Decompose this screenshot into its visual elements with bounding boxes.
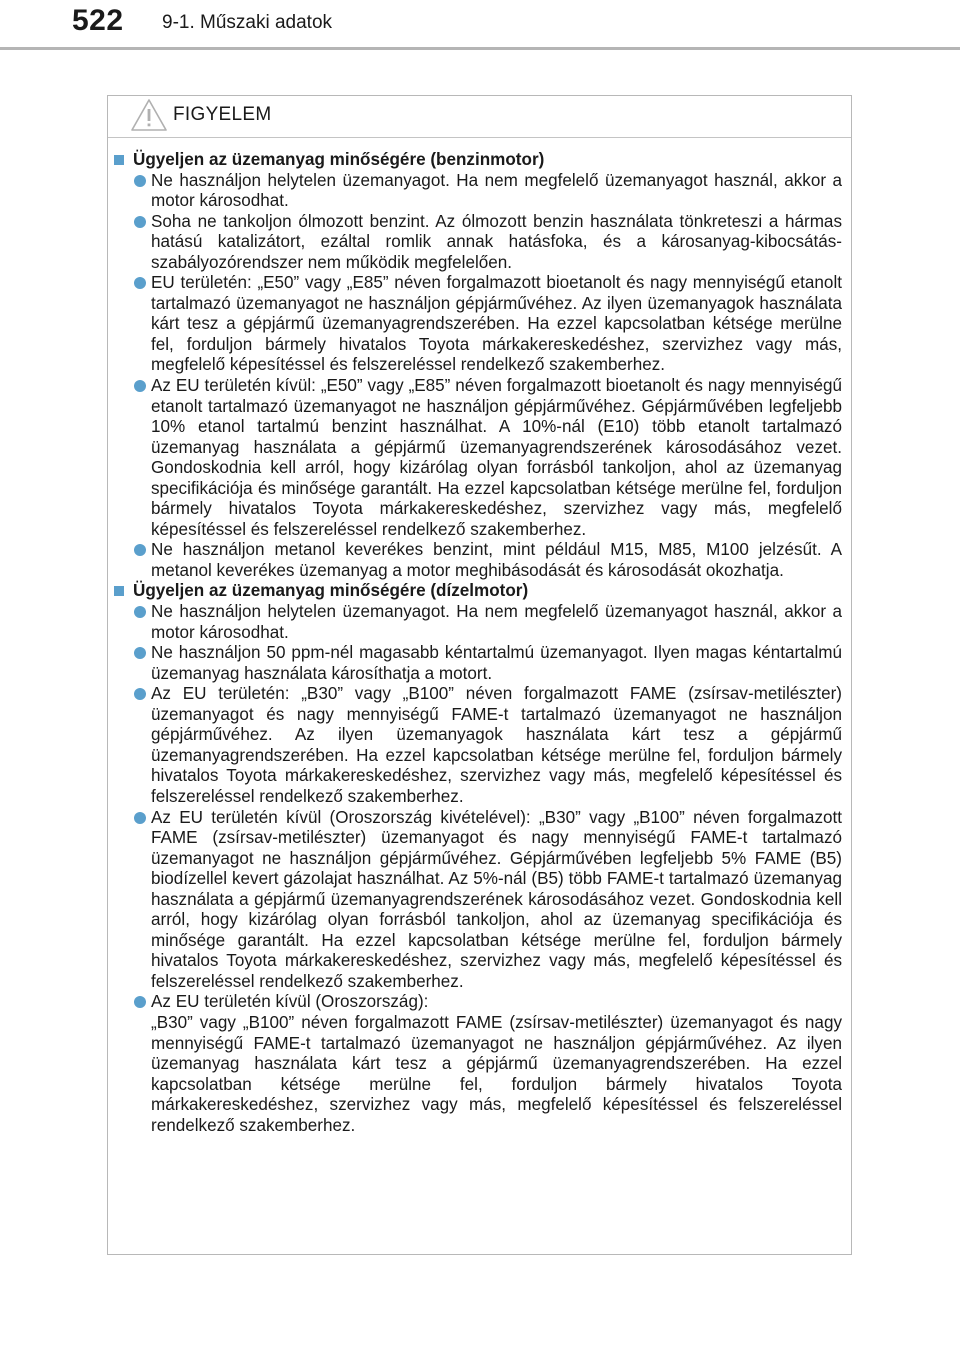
page-number: 522 <box>72 4 124 37</box>
warning-box <box>107 95 852 1255</box>
round-bullet-icon <box>134 175 146 187</box>
list-item-text: Soha ne tankoljon ólmozott benzint. Az ólmozott benzin használata tönkreteszi a hármas hatású katalizátort, ezáltal romlik annak hatásfoka, és a károsanyag-kibocsátás-szabályozórendszer nem működik megfelelően. <box>151 211 842 272</box>
round-bullet-icon <box>134 277 146 289</box>
warning-content <box>113 150 842 1136</box>
list-item-text: Az EU területén kívül (Oroszország kivételével): „B30” vagy „B100” néven forgalmazott FAME (zsírsav-metilészter) üzemanyagot és nagy mennyiségű FAME-t tartalmazó üzemanyagot ne használjon gépjárművéhez. Gépjárművében legfeljebb 5% FAME (B5) biodízellel kevert gázolajat használhat. Az 5%-nál (B5) több FAME-t tartalmazó üzemanyag használata a gépjármű üzemanyagrendszerének károsodásához vezet. Gondoskodnia kell arról, hogy kizárólag olyan forrásból tankoljon, ahol az üzemanyag specifikációja és minősége garantált. Ha ezzel kapcsolatban kétsége merülne fel, forduljon bármely hivatalos Toyota márkakereskedéshez, szervizhez vagy más, megfelelő képesítéssel és felszereléssel rendelkező szakemberhez. <box>151 807 842 991</box>
list-item-text: Az EU területén: „B30” vagy „B100” néven forgalmazott FAME (zsírsav-metilészter) üzemanyagot és nagy mennyiségű FAME-t tartalmazó üzemanyagot ne használjon gépjárművéhez. Az ilyen üzemanyagok használata kárt tesz a gépjármű üzemanyagrendszerében. Ha ezzel kapcsolatban kétsége merülne fel, forduljon bármely hivatalos Toyota márkakereskedéshez, szervizhez vagy más, megfelelő képesítéssel és felszereléssel rendelkező szakemberhez. <box>151 684 842 806</box>
list-item-text: Az EU területén kívül: „E50” vagy „E85” néven forgalmazott bioetanolt és nagy mennyiségű etanolt tartalmazó üzemanyagot ne használjon gépjárművéhez. Gépjárművében legfeljebb 10% etanol tartalmú benzint használhat. A 10%-nál (E10) több etanolt tartalmazó üzemanyag használata a gépjármű üzemanyagrendszerének károsodásához vezet. Gondoskodnia kell arról, hogy kizárólag olyan forrásból tankoljon, ahol az üzemanyag specifikációja és minősége garantált. Ha ezzel kapcsolatban kétsége merülne fel, forduljon bármely hivatalos Toyota márkakereskedéshez, szervizhez vagy más, megfelelő képesítéssel és felszereléssel rendelkező szakemberhez. <box>151 376 842 539</box>
list-item <box>113 992 842 1136</box>
section-heading-diesel <box>113 581 842 602</box>
square-bullet-icon <box>114 155 124 165</box>
warning-title: FIGYELEM <box>173 104 272 125</box>
header-divider <box>0 47 960 50</box>
round-bullet-icon <box>134 688 146 700</box>
round-bullet-icon <box>134 544 146 556</box>
heading-text: Ügyeljen az üzemanyag minőségére (dízelmotor) <box>133 581 529 601</box>
section-heading-petrol <box>113 150 842 171</box>
list-item <box>113 643 842 684</box>
list-item-text: Ne használjon 50 ppm-nél magasabb kéntartalmú üzemanyagot. Ilyen magas kéntartalmú üzemanyag használata károsíthatja a motort. <box>151 643 842 683</box>
warning-triangle-icon <box>130 98 168 132</box>
list-item-text: Ne használjon helytelen üzemanyagot. Ha nem megfelelő üzemanyagot használ, akkor a motor károsodhat. <box>151 602 842 642</box>
round-bullet-icon <box>134 647 146 659</box>
warning-header <box>108 96 851 138</box>
list-item-text: Ne használjon helytelen üzemanyagot. Ha nem megfelelő üzemanyagot használ, akkor a motor károsodhat. <box>151 170 842 211</box>
list-item <box>113 684 842 807</box>
round-bullet-icon <box>134 996 146 1008</box>
round-bullet-icon <box>134 606 146 618</box>
list-item <box>113 602 842 643</box>
list-item-line: Az EU területén kívül (Oroszország): <box>151 992 429 1012</box>
page-header <box>0 0 960 48</box>
list-item-text: „B30” vagy „B100” néven forgalmazott FAME (zsírsav-metilészter) üzemanyagot és nagy mennyiségű FAME-t tartalmazó üzemanyagot ne használjon gépjárművéhez. Az ilyen üzemanyag használata kárt tesz a gépjármű üzemanyagrendszerében. Ha ezzel kapcsolatban kétsége merülne fel, forduljon bármely hivatalos Toyota márkakereskedéshez, szervizhez vagy más, megfelelő képesítéssel és felszereléssel rendelkező szakemberhez. <box>151 1012 842 1135</box>
list-item-text: Ne használjon metanol keverékes benzint, mint például M15, M85, M100 jelzésűt. A metanol keverékes üzemanyag a motor meghibásodását és károsodását okozhatja. <box>151 540 842 580</box>
list-item <box>113 808 842 993</box>
section-title: 9-1. Műszaki adatok <box>162 12 333 33</box>
heading-text: Ügyeljen az üzemanyag minőségére (benzinmotor) <box>133 150 545 169</box>
list-item <box>113 376 842 540</box>
list-item <box>113 540 842 581</box>
list-item <box>113 171 842 212</box>
list-item <box>113 273 842 376</box>
list-item <box>113 212 842 274</box>
square-bullet-icon <box>114 586 124 596</box>
round-bullet-icon <box>134 812 146 824</box>
round-bullet-icon <box>134 380 146 392</box>
round-bullet-icon <box>134 216 146 228</box>
list-item-text: EU területén: „E50” vagy „E85” néven forgalmazott bioetanolt és nagy mennyiségű etanolt tartalmazó üzemanyagot ne használjon gépjárművéhez. Az ilyen üzemanyagok használata kárt tesz a gépjármű üzemanyagrendszerében. Ha ezzel kapcsolatban kétsége merülne fel, forduljon bármely hivatalos Toyota márkakereskedéshez, szervizhez vagy más, megfelelő képesítéssel és felszereléssel rendelkező szakemberhez. <box>151 273 842 375</box>
